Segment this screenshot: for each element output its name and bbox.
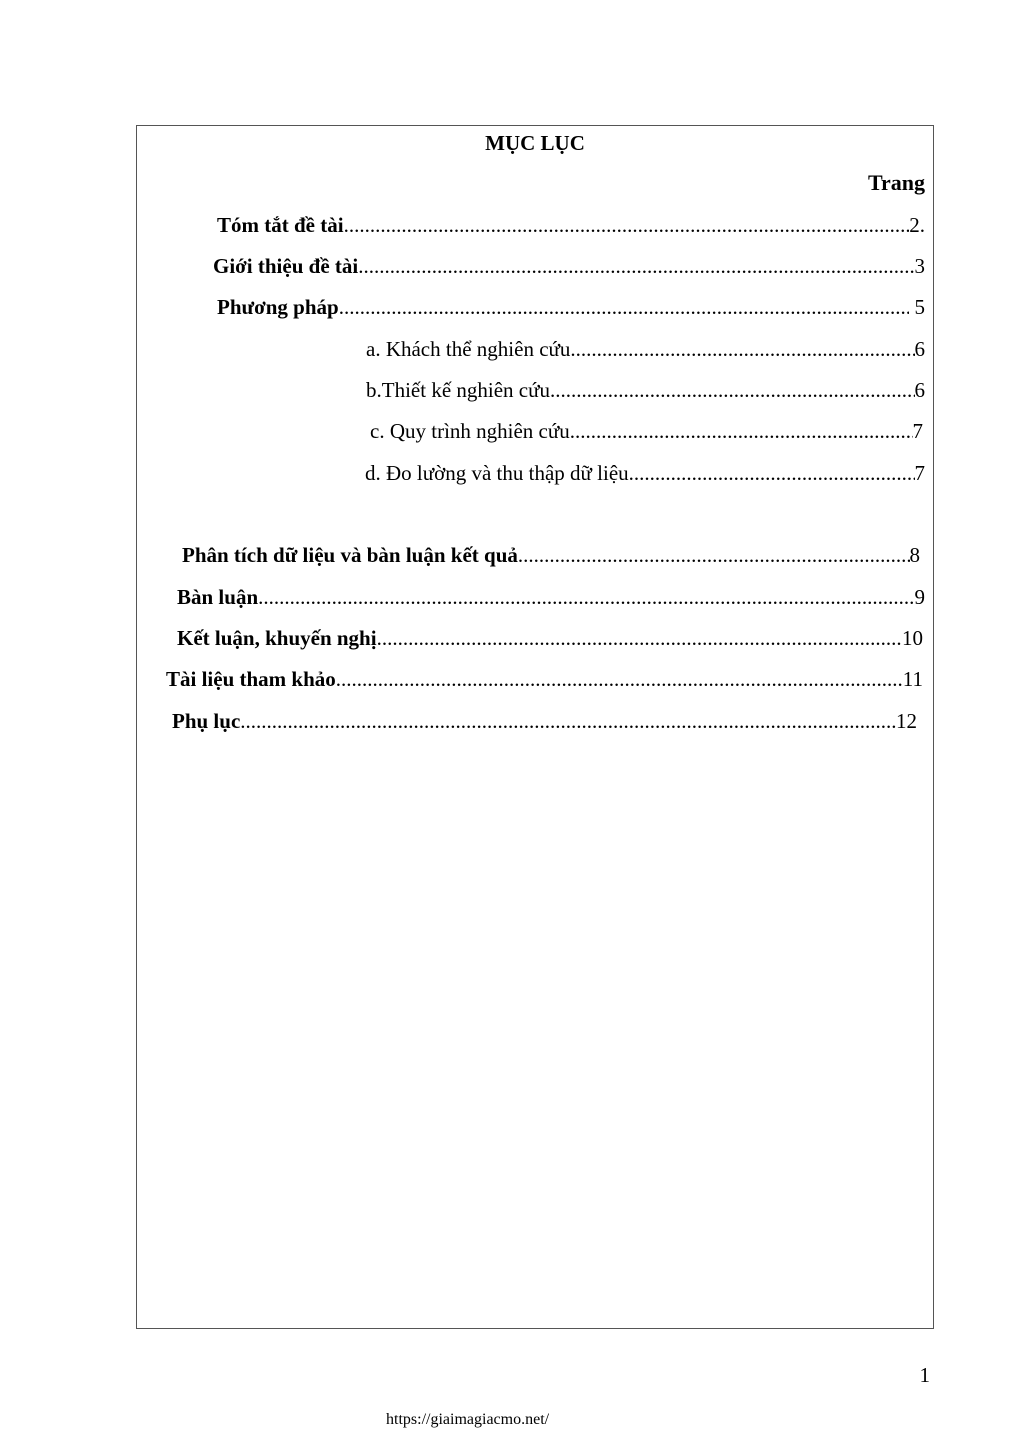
toc-entry-title: Tài liệu tham khảo <box>166 667 336 691</box>
toc-entry[interactable] <box>182 542 920 568</box>
toc-entry-title: Kết luận, khuyến nghị <box>177 626 377 650</box>
toc-entry-page: 7 <box>914 461 925 485</box>
toc-entry-page: 5 <box>909 295 925 319</box>
toc-entry-page: 7 <box>912 419 923 443</box>
toc-entry-page: 12 <box>896 709 917 733</box>
toc-entry-page: 8 <box>909 543 920 567</box>
table-of-contents <box>136 125 934 1329</box>
dot-leader <box>358 253 914 279</box>
toc-entry-page: 6 <box>914 337 925 361</box>
toc-entry[interactable] <box>217 294 925 320</box>
toc-entry-title: Tóm tắt đề tài <box>217 213 344 237</box>
toc-entry-title: Phân tích dữ liệu và bàn luận kết quả <box>182 543 518 567</box>
dot-leader <box>570 336 914 362</box>
toc-subentry[interactable] <box>370 418 923 444</box>
toc-entry-title: Phụ lục <box>172 709 241 733</box>
toc-entry[interactable] <box>213 253 925 279</box>
toc-entry-page: 3 <box>914 254 925 278</box>
dot-leader <box>629 460 915 486</box>
toc-entry-title: a. Khách thể nghiên cứu <box>366 337 571 361</box>
page-column-label: Trang <box>867 170 925 195</box>
toc-entry-title: d. Đo lường và thu thập dữ liệu <box>365 461 629 485</box>
toc-entry-title: c. Quy trình nghiên cứu <box>370 419 570 443</box>
toc-entry-title: Phương pháp <box>217 295 339 319</box>
toc-entry[interactable] <box>166 666 923 692</box>
dot-leader <box>570 418 913 444</box>
dot-leader <box>339 294 910 320</box>
toc-entry[interactable] <box>217 212 925 238</box>
toc-entry-page: 9 <box>914 585 925 609</box>
toc-entry-page: 6 <box>914 378 925 402</box>
dot-leader <box>336 666 903 692</box>
toc-entry-page: 11 <box>902 667 923 691</box>
footer-url[interactable]: https://giaimagiacmo.net/ <box>386 1411 550 1428</box>
toc-title: MỤC LỤC <box>485 131 585 155</box>
dot-leader <box>377 625 902 651</box>
toc-entry[interactable] <box>172 708 917 734</box>
toc-entry[interactable] <box>177 625 923 651</box>
toc-subentry[interactable] <box>365 460 925 486</box>
toc-subentry[interactable] <box>366 377 925 403</box>
dot-leader <box>344 212 910 238</box>
toc-entry-title: Bàn luận <box>177 585 259 609</box>
toc-entry-title: Giới thiệu đề tài <box>213 254 359 278</box>
toc-entry-title: b.Thiết kế nghiên cứu <box>366 378 550 402</box>
dot-leader <box>258 584 914 610</box>
toc-subentry[interactable] <box>366 336 925 362</box>
dot-leader <box>518 542 910 568</box>
dot-leader <box>550 377 915 403</box>
page-number: 1 <box>919 1363 930 1387</box>
toc-entry[interactable] <box>177 584 925 610</box>
toc-entry-page: 10 <box>902 626 923 650</box>
toc-entry-page: 2. <box>909 213 925 237</box>
dot-leader <box>240 708 896 734</box>
